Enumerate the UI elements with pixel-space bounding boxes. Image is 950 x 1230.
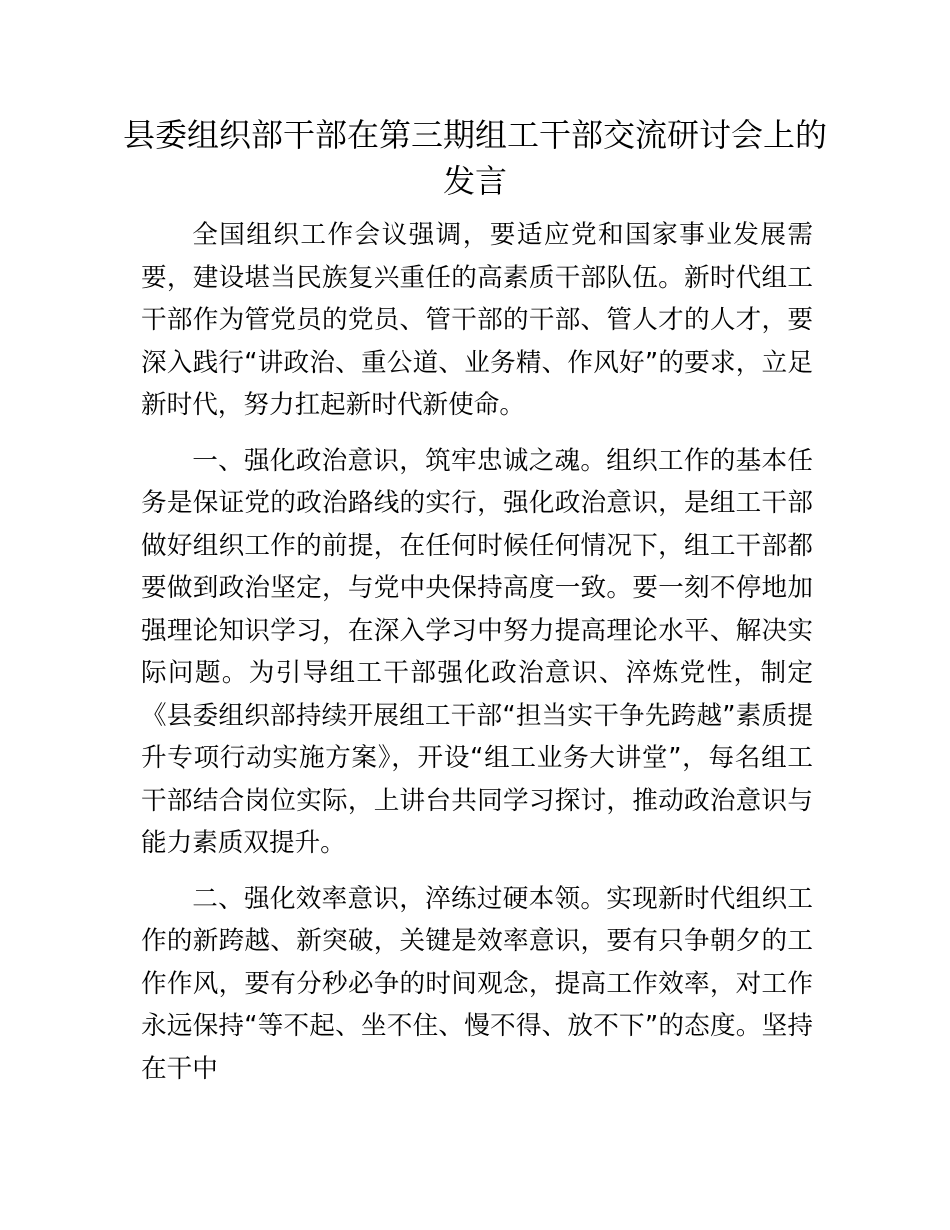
paragraph-intro: 全国组织工作会议强调，要适应党和国家事业发展需要，建设堪当民族复兴重任的高素质干部队伍。新时代组工干部作为管党员的党员、管干部的干部、管人才的人才，要深入践行“讲政治、重公道、业务精、作风好”的要求，立足新时代，努力扛起新时代新使命。	[141, 220, 813, 420]
document-body	[141, 214, 813, 1103]
document-title: 县委组织部干部在第三期组工干部交流研讨会上的发言	[122, 116, 827, 200]
paragraph-political-awareness: 一、强化政治意识，筑牢忠诚之魂。组织工作的基本任务是保证党的政治路线的实行，强化政治意识，是组工干部做好组织工作的前提，在任何时候任何情况下，组工干部都要做到政治坚定，与党中央保持高度一致。要一刻不停地加强理论知识学习，在深入学习中努力提高理论水平、解决实际问题。为引导组工干部强化政治意识、淬炼党性，制定《县委组织部持续开展组工干部“担当实干争先跨越”素质提升专项行动实施方案》，开设“组工业务大讲堂”，每名组工干部结合岗位实际，上讲台共同学习探讨，推动政治意识与能力素质双提升。	[141, 445, 813, 858]
paragraph-efficiency-awareness: 二、强化效率意识，淬练过硬本领。实现新时代组织工作的新跨越、新突破，关键是效率意识，要有只争朝夕的工作作风，要有分秒必争的时间观念，提高工作效率，对工作永远保持“等不起、坐不住、慢不得、放不下”的态度。坚持在干中	[141, 883, 813, 1084]
